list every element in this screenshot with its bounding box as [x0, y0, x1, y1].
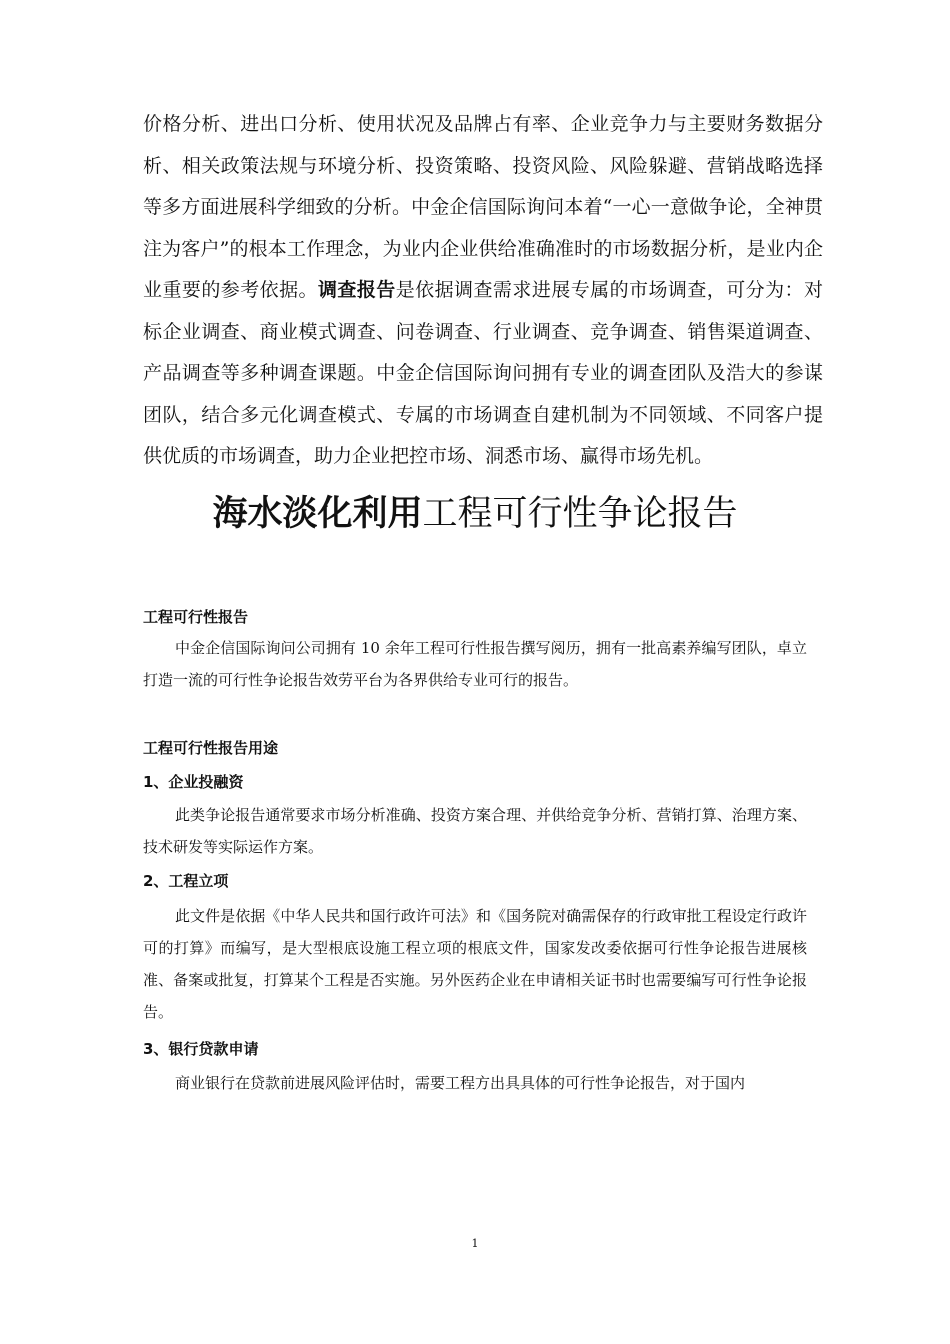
item-paragraph-1: 此类争论报告通常要求市场分析准确、投资方案合理、并供给竞争分析、营销打算、治理方案、技术研发等实际运作方案。 [143, 806, 807, 856]
item-paragraph-3: 商业银行在贷款前进展风险评估时，需要工程方出具具体的可行性争论报告，对于国内 [175, 1074, 746, 1092]
title-normal-part: 工程可行性争论报告 [422, 494, 738, 534]
page-number: 1 [471, 1237, 479, 1250]
intro-lead-text: 价格分析、进出口分析、使用状况及品牌占有率、企业竞争力与主要财务数据分析、相关政策法规与环境分析、投资策略、投资风险、风险躲避、营销战略选择等多方面进展科学细致的分析。中金企信国际询问本着“一心一意做争论，全神贯注为客户”的根本工作理念，为业内企业供给准确准时的市场数据分析，是业内企业重要的参考依据。 [143, 113, 823, 301]
item-heading-1: 1、企业投融资 [143, 773, 244, 791]
intro-tail-text: 是依据调查需求进展专属的市场调查，可分为：对标企业调查、商业模式调查、问卷调查、行业调查、竞争调查、销售渠道调查、产品调查等多种调查课题。中金企信国际询问拥有专业的调查团队及浩大的参谋团队，结合多元化调查模式、专属的市场调查自建机制为不同领域、不同客户提供优质的市场调查，助力企业把控市场、洞悉市场、赢得市场先机。 [143, 279, 823, 467]
intro-bold-term: 调查报告 [317, 279, 396, 301]
section-heading-uses: 工程可行性报告用途 [143, 739, 279, 757]
item-heading-3: 3、银行贷款申请 [143, 1040, 259, 1058]
document-title [0, 488, 950, 540]
intro-paragraph [143, 104, 823, 478]
title-bold-part: 海水淡化利用 [212, 494, 423, 534]
section-paragraph-report: 中金企信国际询问公司拥有 10 余年工程可行性报告撰写阅历，拥有一批高素养编写团队，卓立打造一流的可行性争论报告效劳平台为各界供给专业可行的报告。 [143, 639, 807, 689]
item-paragraph-2: 此文件是依据《中华人民共和国行政许可法》和《国务院对确需保存的行政审批工程设定行政许可的打算》而编写，是大型根底设施工程立项的根底文件，国家发改委依据可行性争论报告进展核准、备案或批复，打算某个工程是否实施。另外医药企业在申请相关证书时也需要编写可行性争论报告。 [143, 907, 807, 1021]
item-heading-2: 2、工程立项 [143, 872, 229, 890]
section-heading-report: 工程可行性报告 [143, 608, 249, 626]
